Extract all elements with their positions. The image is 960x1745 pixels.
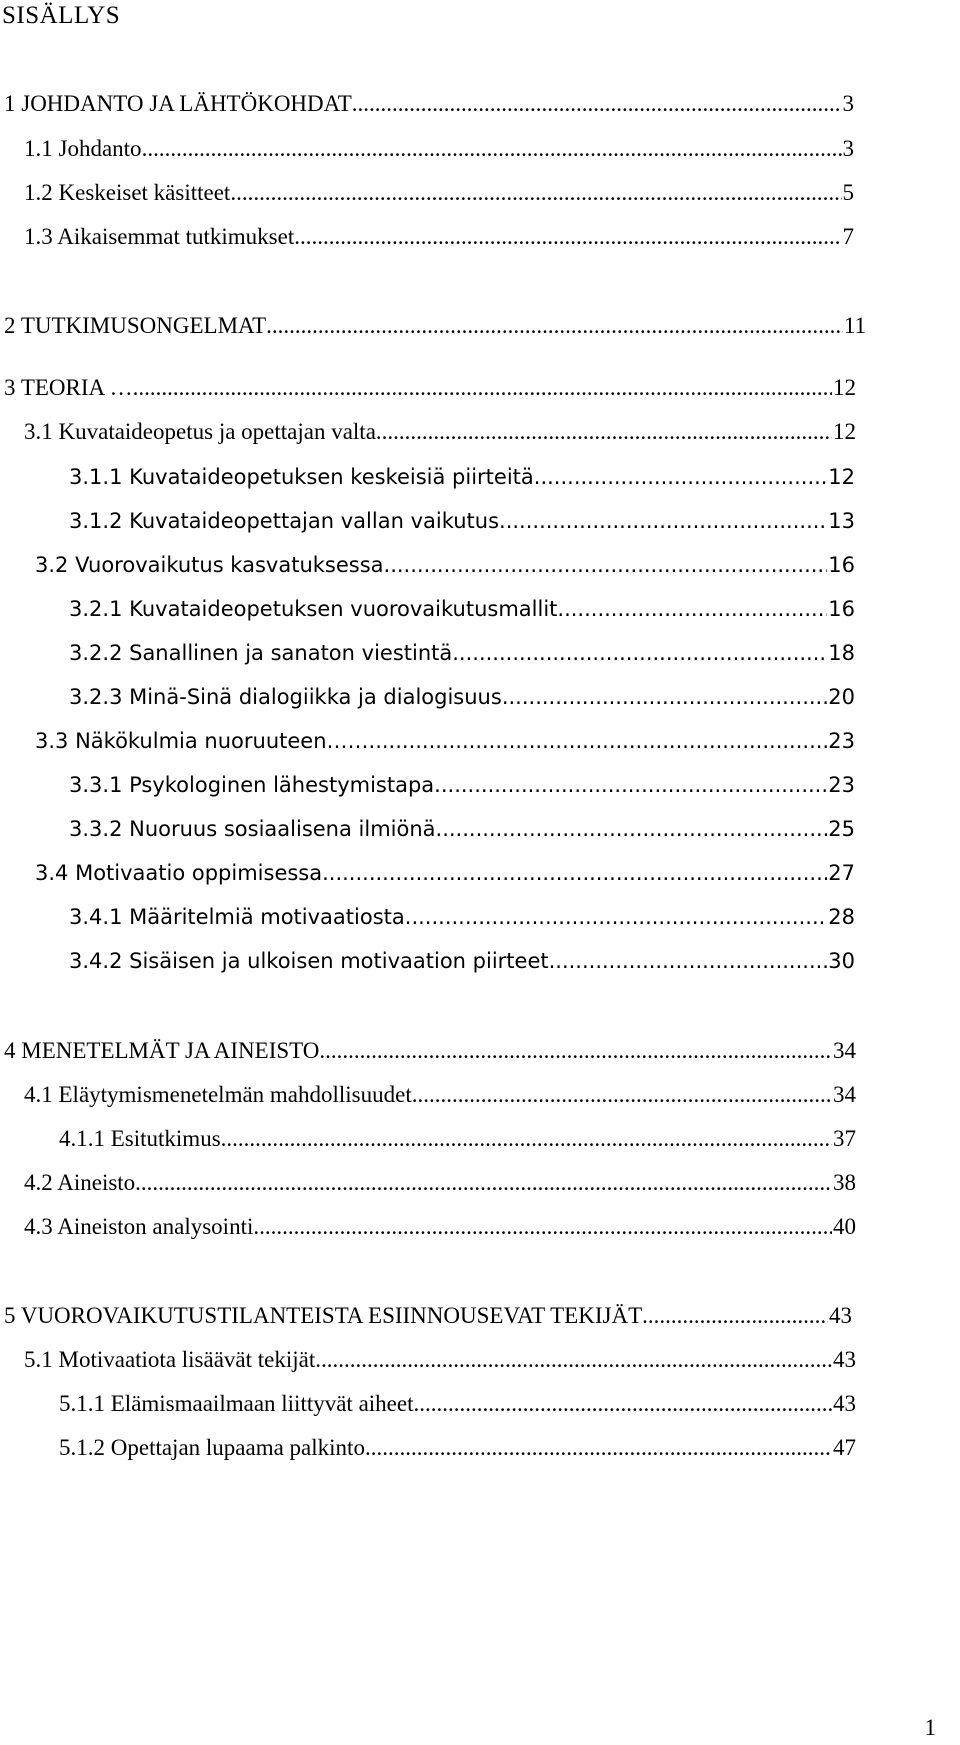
toc-leader-dots xyxy=(434,767,827,803)
toc-entry-page: 28 xyxy=(827,899,855,935)
toc-entry[interactable] xyxy=(4,1298,852,1334)
toc-entry[interactable] xyxy=(69,635,855,671)
toc-entry-title: 5 VUOROVAIKUTUSTILANTEISTA ESIINNOUSEVAT TEKIJÄT xyxy=(4,1298,642,1334)
page-title: SISÄLLYS xyxy=(2,2,121,29)
toc-entry-title: 4.1 Eläytymismenetelmän mahdollisuudet xyxy=(24,1077,412,1113)
toc-leader-dots xyxy=(253,1209,832,1245)
toc-entry-page: 38 xyxy=(832,1165,856,1201)
toc-leader-dots xyxy=(534,459,828,495)
toc-leader-dots xyxy=(412,1077,832,1113)
toc-entry-page: 37 xyxy=(832,1121,856,1157)
toc-leader-dots xyxy=(436,811,828,847)
toc-leader-dots xyxy=(352,86,842,122)
toc-entry-page: 20 xyxy=(827,679,855,715)
toc-leader-dots xyxy=(502,679,827,715)
toc-entry[interactable] xyxy=(35,723,855,759)
toc-entry-page: 5 xyxy=(842,175,855,211)
toc-entry-page: 40 xyxy=(832,1209,856,1245)
toc-leader-dots xyxy=(376,414,832,450)
toc-entry[interactable] xyxy=(35,855,855,891)
toc-entry-page: 12 xyxy=(832,370,856,406)
toc-entry[interactable] xyxy=(4,370,856,406)
toc-entry-title: 3.3.1 Psykologinen lähestymistapa xyxy=(69,767,434,803)
toc-entry-title: 3.4 Motivaatio oppimisessa xyxy=(35,855,322,891)
toc-entry[interactable] xyxy=(59,1121,856,1157)
toc-leader-dots xyxy=(642,1298,828,1334)
toc-leader-dots xyxy=(365,1430,832,1466)
toc-entry[interactable] xyxy=(24,1165,856,1201)
toc-entry-title: 4.3 Aineiston analysointi xyxy=(24,1209,253,1245)
toc-entry-page: 34 xyxy=(832,1033,856,1069)
toc-leader-dots xyxy=(266,308,843,344)
toc-entry-page: 12 xyxy=(832,414,856,450)
toc-entry-title: 1.3 Aikaisemmat tutkimukset xyxy=(24,219,294,255)
toc-leader-dots xyxy=(549,943,828,979)
toc-entry[interactable] xyxy=(24,1209,856,1245)
toc-entry-page: 25 xyxy=(827,811,855,847)
toc-entry-page: 43 xyxy=(828,1298,852,1334)
toc-entry[interactable] xyxy=(4,86,854,122)
toc-entry-page: 27 xyxy=(827,855,855,891)
toc-entry[interactable] xyxy=(35,547,855,583)
toc-entry-title: 3.4.2 Sisäisen ja ulkoisen motivaation piirteet xyxy=(69,943,549,979)
toc-entry-title: 5.1.2 Opettajan lupaama palkinto xyxy=(59,1430,365,1466)
toc-entry[interactable] xyxy=(4,1033,856,1069)
toc-leader-dots xyxy=(230,175,841,211)
toc-entry-title: 2 TUTKIMUSONGELMAT xyxy=(4,308,266,344)
toc-leader-dots xyxy=(319,1033,832,1069)
toc-entry[interactable] xyxy=(24,414,856,450)
toc-entry-title: 3.1.1 Kuvataideopetuksen keskeisiä piirteitä xyxy=(69,459,534,495)
toc-entry-page: 30 xyxy=(827,943,855,979)
toc-leader-dots xyxy=(369,723,828,759)
toc-entry-title: 3.4.1 Määritelmiä motivaatiosta xyxy=(69,899,405,935)
toc-entry[interactable] xyxy=(59,1430,856,1466)
toc-entry-title: 3.3.2 Nuoruus sosiaalisena ilmiönä xyxy=(69,811,436,847)
toc-entry-title: 4.2 Aineisto xyxy=(24,1165,135,1201)
toc-leader-dots xyxy=(294,219,841,255)
toc-leader-dots xyxy=(557,591,827,627)
toc-entry[interactable] xyxy=(69,679,855,715)
toc-leader-dots xyxy=(142,131,842,167)
toc-entry[interactable] xyxy=(69,767,855,803)
toc-entry-page: 43 xyxy=(832,1386,856,1422)
toc-entry-page: 13 xyxy=(827,503,855,539)
toc-entry-title: 1.1 Johdanto xyxy=(24,131,142,167)
toc-entry-page: 18 xyxy=(827,635,855,671)
toc-leader-dots xyxy=(384,547,828,583)
toc-leader-dots xyxy=(413,1386,832,1422)
toc-entry-title: 1.2 Keskeiset käsitteet xyxy=(24,175,230,211)
toc-entry[interactable] xyxy=(24,1342,856,1378)
toc-entry[interactable] xyxy=(4,308,866,344)
toc-entry-title: 3 TEORIA … xyxy=(4,370,133,406)
toc-entry[interactable] xyxy=(69,943,855,979)
toc-entry-page: 16 xyxy=(827,591,855,627)
toc-entry[interactable] xyxy=(69,503,855,539)
toc-entry-page: 3 xyxy=(842,131,855,167)
toc-leader-dots xyxy=(499,503,827,539)
page-number: 1 xyxy=(924,1715,936,1740)
toc-entry-title: 3.3 Näkökulmia nuoruuteen…… xyxy=(35,723,369,759)
toc-entry-title: 3.2.3 Minä-Sinä dialogiikka ja dialogisuus xyxy=(69,679,502,715)
toc-entry[interactable] xyxy=(24,131,854,167)
toc-entry-title: 4 MENETELMÄT JA AINEISTO xyxy=(4,1033,319,1069)
toc-entry-page: 47 xyxy=(832,1430,856,1466)
toc-entry[interactable] xyxy=(69,459,855,495)
toc-entry-page: 12 xyxy=(827,459,855,495)
toc-entry[interactable] xyxy=(24,175,854,211)
toc-entry-title: 3.2.2 Sanallinen ja sanaton viestintä xyxy=(69,635,452,671)
toc-entry-page: 23 xyxy=(827,723,855,759)
toc-leader-dots xyxy=(221,1121,832,1157)
toc-leader-dots xyxy=(135,1165,832,1201)
toc-entry-title: 3.1 Kuvataideopetus ja opettajan valta xyxy=(24,414,376,450)
toc-entry[interactable] xyxy=(24,1077,856,1113)
toc-entry-page: 43 xyxy=(832,1342,856,1378)
toc-entry[interactable] xyxy=(24,219,854,255)
toc-entry-title: 5.1.1 Elämismaailmaan liittyvät aiheet xyxy=(59,1386,413,1422)
toc-leader-dots xyxy=(315,1342,832,1378)
toc-entry-title: 1 JOHDANTO JA LÄHTÖKOHDAT xyxy=(4,86,352,122)
toc-entry-page: 16 xyxy=(827,547,855,583)
toc-leader-dots xyxy=(452,635,827,671)
toc-entry-page: 23 xyxy=(827,767,855,803)
toc-entry[interactable] xyxy=(69,811,855,847)
toc-entry-title: 3.2.1 Kuvataideopetuksen vuorovaikutusmallit xyxy=(69,591,557,627)
toc-entry-title: 5.1 Motivaatiota lisäävät tekijät xyxy=(24,1342,315,1378)
toc-entry-title: 3.1.2 Kuvataideopettajan vallan vaikutus xyxy=(69,503,499,539)
toc-leader-dots xyxy=(405,899,828,935)
toc-entry-title: 4.1.1 Esitutkimus xyxy=(59,1121,221,1157)
toc-entry[interactable] xyxy=(69,899,855,935)
toc-entry[interactable] xyxy=(59,1386,856,1422)
toc-leader-dots xyxy=(133,370,832,406)
toc-entry-page: 34 xyxy=(832,1077,856,1113)
toc-entry-page: 3 xyxy=(842,86,855,122)
toc-entry-page: 11 xyxy=(843,308,866,344)
toc-entry-page: 7 xyxy=(842,219,855,255)
toc-entry-title: 3.2 Vuorovaikutus kasvatuksessa xyxy=(35,547,384,583)
toc-leader-dots xyxy=(322,855,827,891)
toc-entry[interactable] xyxy=(69,591,855,627)
